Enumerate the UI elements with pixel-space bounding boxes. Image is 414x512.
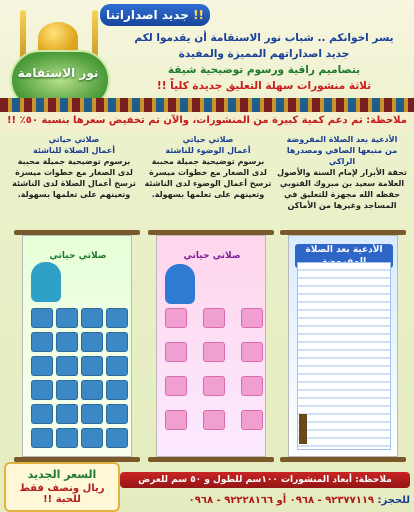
- price-value: ريال ونصف فقط للحبة !!: [19, 483, 105, 505]
- column-subtitle: أعمال الوضوء للناشئة: [165, 146, 251, 155]
- column-description: برسوم توضيحية جميلة محببة لدى الصغار مع خطوات ميسرة ترسخ أعمال الوضوء لدى الناشئة وتعينهم على تعلمها بسهولة.: [144, 157, 272, 199]
- poster-duas: [284, 230, 402, 462]
- step-illustration: [241, 376, 263, 396]
- step-illustration: [81, 428, 103, 448]
- step-illustration: [165, 376, 187, 396]
- step-illustration: [106, 332, 128, 352]
- column-wudu: [143, 134, 273, 200]
- column-title: الأدعية بعد الصلاة المفروضة: [286, 135, 398, 144]
- booking-phones: ٩٢٣٧٧١١٩ - ٠٩٦٨ أو ٩٢٢٢٨١٦٦ - ٠٩٦٨: [188, 495, 375, 506]
- step-illustration: [81, 356, 103, 376]
- minaret-icon: [299, 414, 307, 444]
- step-illustration: [81, 404, 103, 424]
- poster-wudu: [152, 230, 270, 462]
- column-subtitle: أعمال الصلاة للناشئة: [32, 146, 116, 155]
- step-illustration: [106, 308, 128, 328]
- step-illustration: [81, 332, 103, 352]
- intro-line-1: يسر اخوانكم .. شباب نور الاستقامة أن يقدموا لكم: [134, 32, 394, 44]
- step-illustration: [81, 380, 103, 400]
- step-illustration: [165, 410, 187, 430]
- badge-text: جديد اصداراتنا: [105, 8, 189, 22]
- booking-line: [100, 492, 410, 510]
- column-description: تحقة الأبرار لإمام السنة والأصول العلامة سعيد بن مبروك القنوبي حفظه الله مجهزة للتعليق في المساجد وغيرها من الأماكن: [277, 168, 407, 210]
- step-illustration: [165, 342, 187, 362]
- step-illustration: [31, 308, 53, 328]
- intro-text: [120, 30, 408, 94]
- dimensions-note: ملاحظة: أبعاد المنشورات ١٠٠سم للطول و ٥٠ سم للعرض: [120, 472, 410, 488]
- step-illustration: [106, 428, 128, 448]
- dua-text-lines: [297, 262, 391, 450]
- poster-sheet: [156, 235, 266, 457]
- logo-text: نور الاستقامة: [17, 66, 99, 80]
- step-illustration: [81, 308, 103, 328]
- poster-salah: [18, 230, 136, 462]
- child-figure-icon: [31, 262, 61, 302]
- decorative-border: [0, 98, 414, 112]
- poster-sheet: [22, 235, 132, 457]
- step-illustration: [203, 410, 225, 430]
- hanging-rod: [280, 457, 406, 462]
- hanging-rod: [148, 457, 274, 462]
- poster-title: صلاتي حياتي: [183, 251, 241, 261]
- column-description: برسوم توضيحية جميلة محببة لدى الصغار مع خطوات ميسرة ترسخ أعمال الصلاة لدى الناشئة وتعينهم على تعلمها بسهولة.: [12, 157, 136, 199]
- step-illustration: [165, 308, 187, 328]
- column-salah: [9, 134, 139, 200]
- step-illustration: [203, 376, 225, 396]
- column-title: صلاتي حياتي: [182, 135, 234, 144]
- discount-note: ملاحظة: تم دعم كمية كبيرة من المنشورات، والآن تم تخفيض سعرها بنسبة ٥٠٪ !!: [0, 112, 414, 130]
- step-illustration: [31, 356, 53, 376]
- new-releases-badge: [100, 4, 210, 26]
- step-illustration: [203, 308, 225, 328]
- step-illustration: [106, 380, 128, 400]
- price-label: السعر الجديد: [27, 468, 97, 481]
- step-illustration: [56, 428, 78, 448]
- badge-mark: !!: [193, 8, 205, 22]
- step-illustration: [56, 404, 78, 424]
- step-illustration: [31, 428, 53, 448]
- column-duas: [277, 134, 407, 211]
- poster-title: الأدعية بعد الصلاة: [295, 244, 393, 268]
- step-illustration: [56, 356, 78, 376]
- child-figure-icon: [165, 264, 195, 304]
- poster-title: صلاتي حياتي: [49, 251, 107, 261]
- step-illustration: [241, 410, 263, 430]
- step-grid: [31, 308, 127, 448]
- column-title: صلاتي حياتي: [48, 135, 100, 144]
- step-illustration: [106, 404, 128, 424]
- step-grid: [165, 308, 261, 448]
- intro-line-4: ثلاثة منشورات سهلة التعليق جديدة كلياً !!: [156, 80, 372, 92]
- step-illustration: [31, 380, 53, 400]
- step-illustration: [106, 356, 128, 376]
- step-illustration: [203, 342, 225, 362]
- step-illustration: [241, 308, 263, 328]
- step-illustration: [56, 380, 78, 400]
- booking-label: للحجز:: [377, 495, 410, 506]
- step-illustration: [56, 332, 78, 352]
- column-subtitle: من منبعها الصافي ومصدرها الراكي: [286, 146, 398, 166]
- step-illustration: [31, 404, 53, 424]
- header: [0, 0, 414, 112]
- step-illustration: [241, 342, 263, 362]
- intro-line-2: جديد اصداراتهم المميزة والمفيدة: [178, 48, 350, 60]
- poster-sheet: [288, 235, 398, 457]
- step-illustration: [56, 308, 78, 328]
- intro-line-3: بتصاميم راقية ورسوم توضيحية شيقة: [167, 64, 361, 76]
- logo: [4, 6, 112, 110]
- step-illustration: [31, 332, 53, 352]
